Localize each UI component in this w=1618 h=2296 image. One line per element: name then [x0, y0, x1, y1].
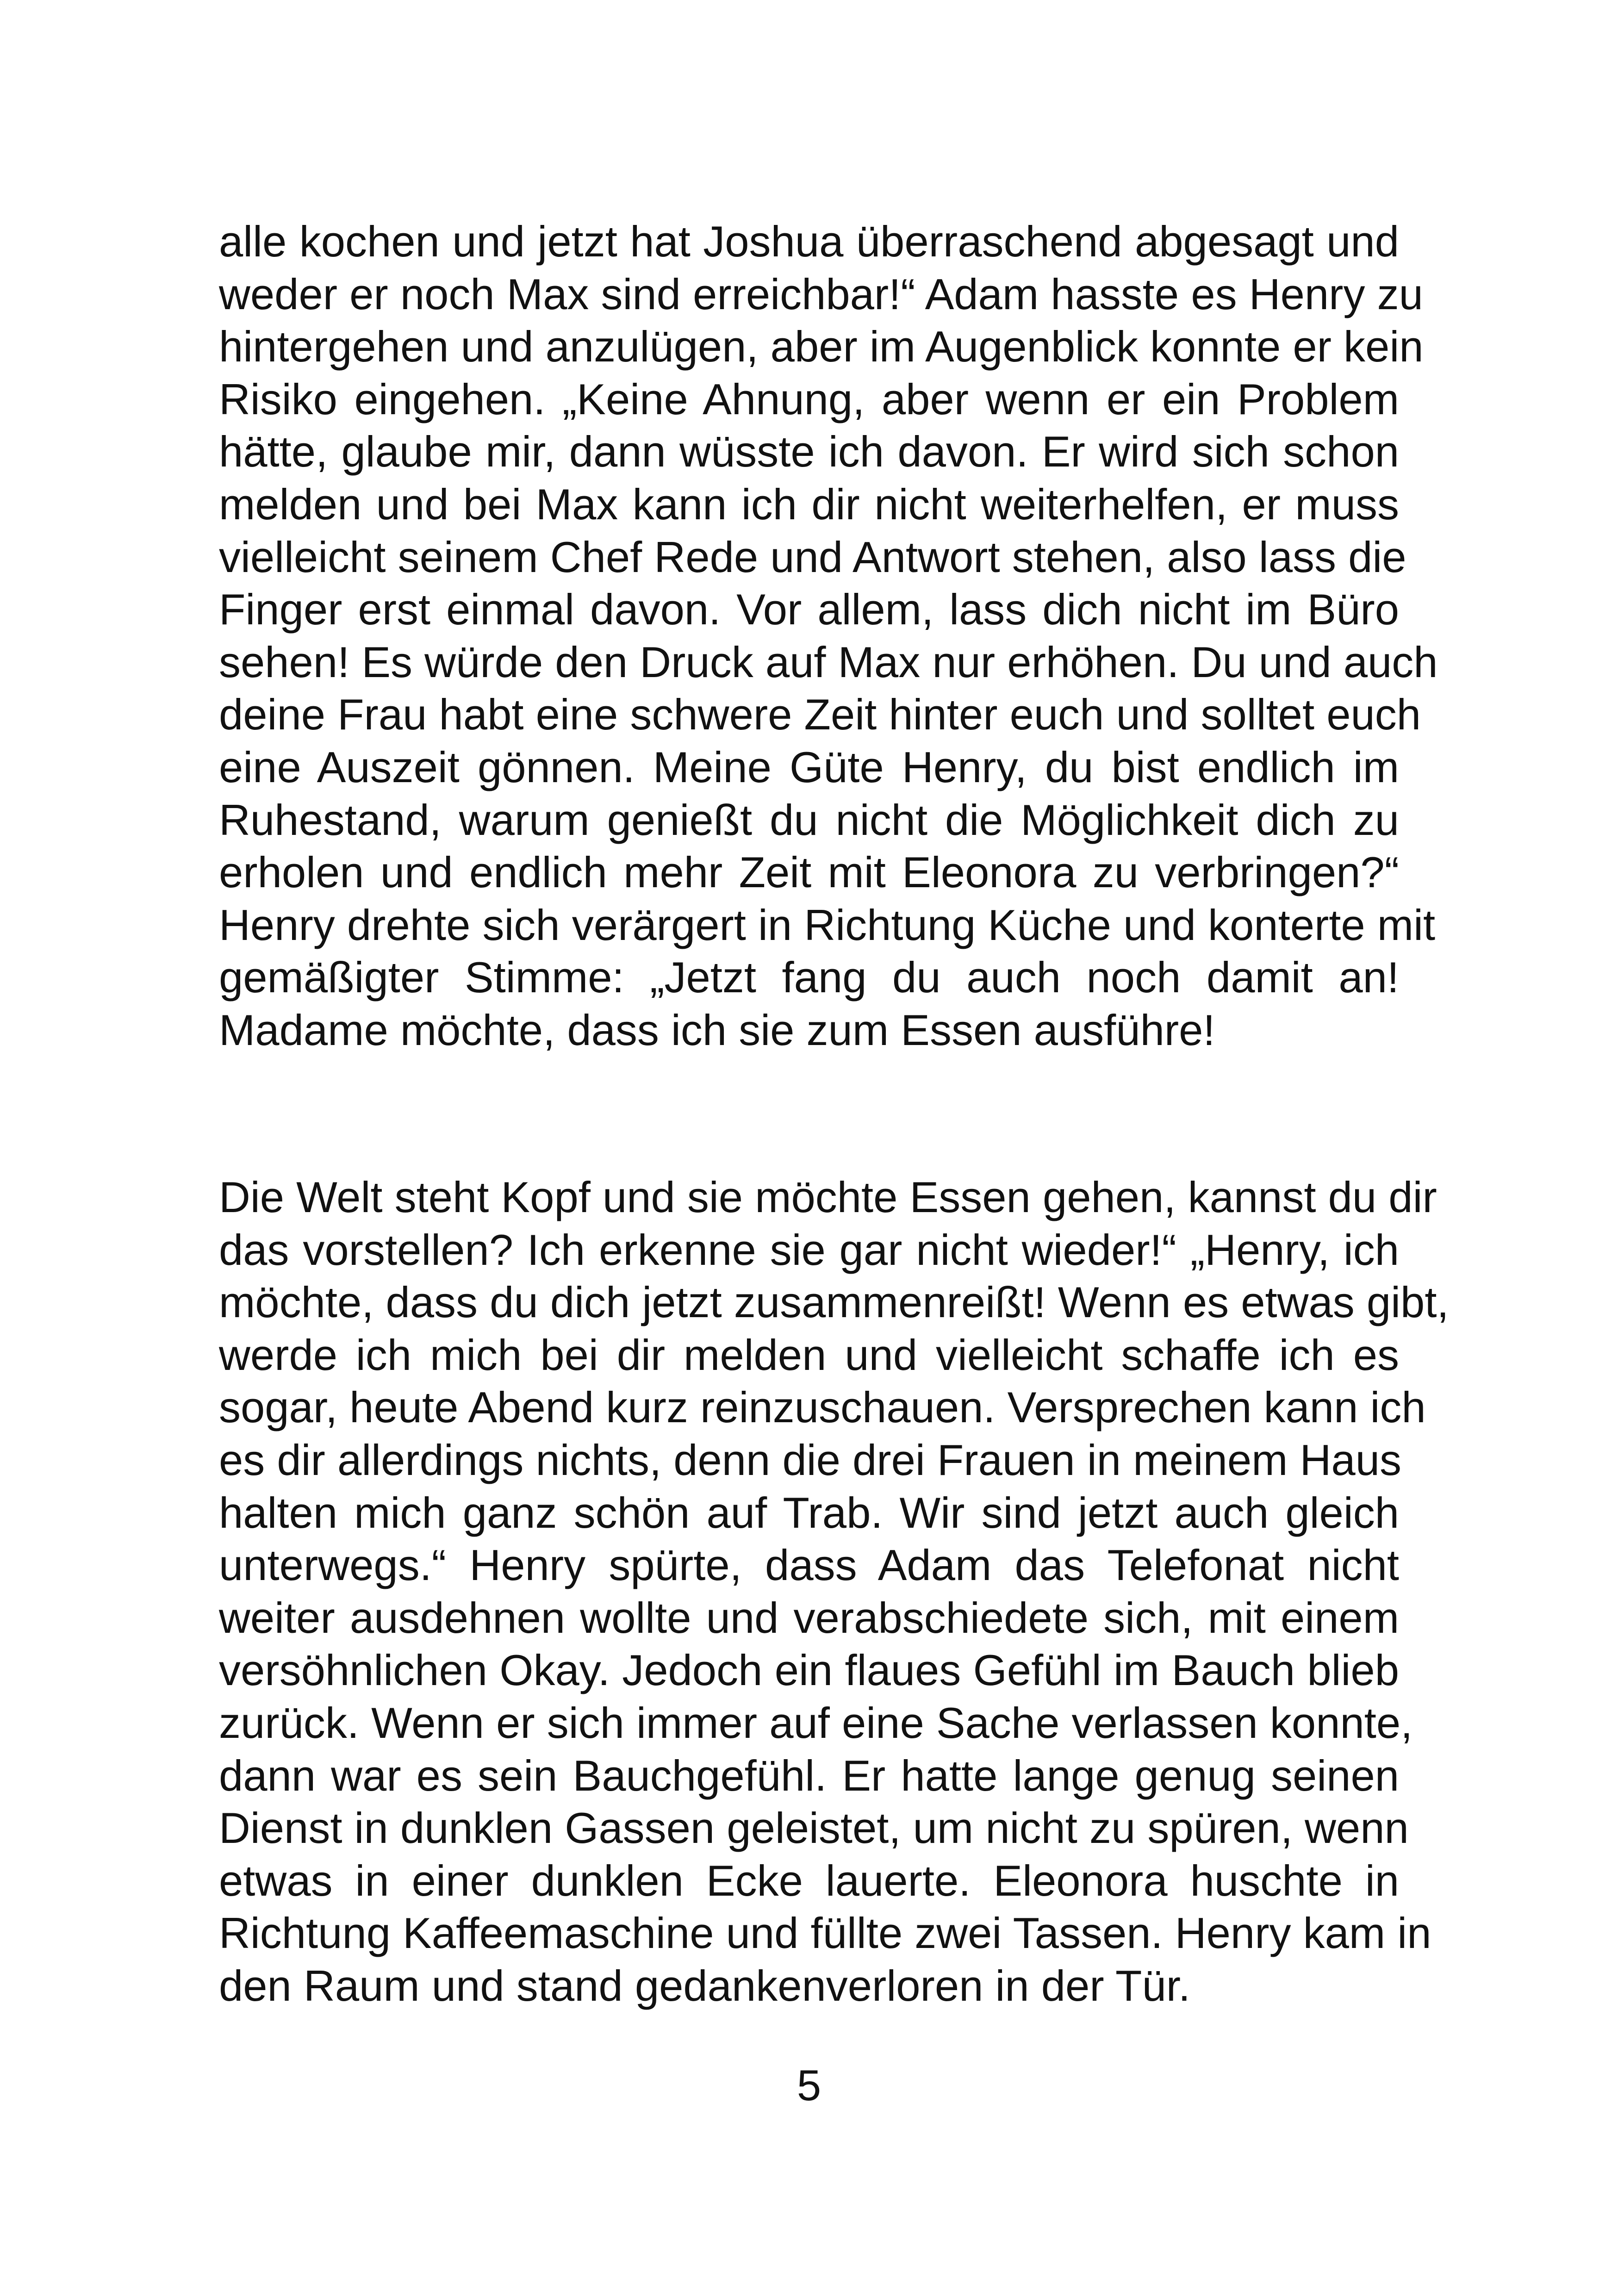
text-line: den Raum und stand gedankenverloren in der Tür. [219, 1961, 1190, 2010]
text-line: sogar, heute Abend kurz reinzuschauen. Versprechen kann ich [219, 1383, 1426, 1432]
text-line: versöhnlichen Okay. Jedoch ein flaues Gefühl im Bauch blieb [219, 1646, 1399, 1695]
page-number: 5 [797, 2061, 821, 2109]
text-line: Madame möchte, dass ich sie zum Essen ausführe! [219, 1005, 1215, 1054]
text-line: deine Frau habt eine schwere Zeit hinter euch und solltet euch [219, 690, 1421, 739]
paragraph-1 [219, 215, 1438, 1057]
text-line: Die Welt steht Kopf und sie möchte Essen gehen, kannst du dir [219, 1173, 1437, 1221]
text-line: eine Auszeit gönnen. Meine Güte Henry, du bist endlich im [219, 742, 1399, 791]
text-line: halten mich ganz schön auf Trab. Wir sind jetzt auch gleich [219, 1488, 1399, 1537]
text-line: hätte, glaube mir, dann wüsste ich davon. Er wird sich schon [219, 427, 1399, 476]
text-line: zurück. Wenn er sich immer auf eine Sache verlassen konnte, [219, 1698, 1413, 1747]
text-line: es dir allerdings nichts, denn die drei Frauen in meinem Haus [219, 1435, 1401, 1484]
paragraph-2 [219, 1171, 1449, 2012]
text-line: dann war es sein Bauchgefühl. Er hatte lange genug seinen [219, 1751, 1399, 1800]
text-line: erholen und endlich mehr Zeit mit Eleonora zu verbringen?“ [219, 848, 1399, 897]
text-line: Risiko eingehen. „Keine Ahnung, aber wenn er ein Problem [219, 374, 1399, 423]
text-line: hintergehen und anzulügen, aber im Augenblick konnte er kein [219, 322, 1424, 371]
text-line: etwas in einer dunklen Ecke lauerte. Eleonora huschte in [219, 1856, 1399, 1905]
text-line: melden und bei Max kann ich dir nicht weiterhelfen, er muss [219, 479, 1399, 529]
text-line: alle kochen und jetzt hat Joshua überraschend abgesagt und [219, 217, 1399, 266]
text-line: Ruhestand, warum genießt du nicht die Möglichkeit dich zu [219, 795, 1399, 844]
text-line: werde ich mich bei dir melden und vielleicht schaffe ich es [219, 1330, 1399, 1379]
text-line: Richtung Kaffeemaschine und füllte zwei Tassen. Henry kam in [219, 1909, 1431, 1958]
text-line: unterwegs.“ Henry spürte, dass Adam das Telefonat nicht [219, 1541, 1399, 1590]
text-line: das vorstellen? Ich erkenne sie gar nicht wieder!“ „Henry, ich [219, 1225, 1399, 1274]
text-line: sehen! Es würde den Druck auf Max nur erhöhen. Du und auch [219, 637, 1438, 686]
text-line: vielleicht seinem Chef Rede und Antwort stehen, also lass die [219, 532, 1406, 581]
text-line: weiter ausdehnen wollte und verabschiedete sich, mit einem [219, 1593, 1399, 1642]
text-line: Finger erst einmal davon. Vor allem, lass dich nicht im Büro [219, 585, 1399, 634]
text-line: möchte, dass du dich jetzt zusammenreißt! Wenn es etwas gibt, [219, 1278, 1449, 1327]
text-line: Dienst in dunklen Gassen geleistet, um nicht zu spüren, wenn [219, 1804, 1409, 1853]
text-line: gemäßigter Stimme: „Jetzt fang du auch noch damit an! [219, 953, 1399, 1002]
text-line: Henry drehte sich verärgert in Richtung Küche und konterte mit [219, 900, 1436, 949]
text-line: weder er noch Max sind erreichbar!“ Adam hasste es Henry zu [219, 269, 1423, 318]
